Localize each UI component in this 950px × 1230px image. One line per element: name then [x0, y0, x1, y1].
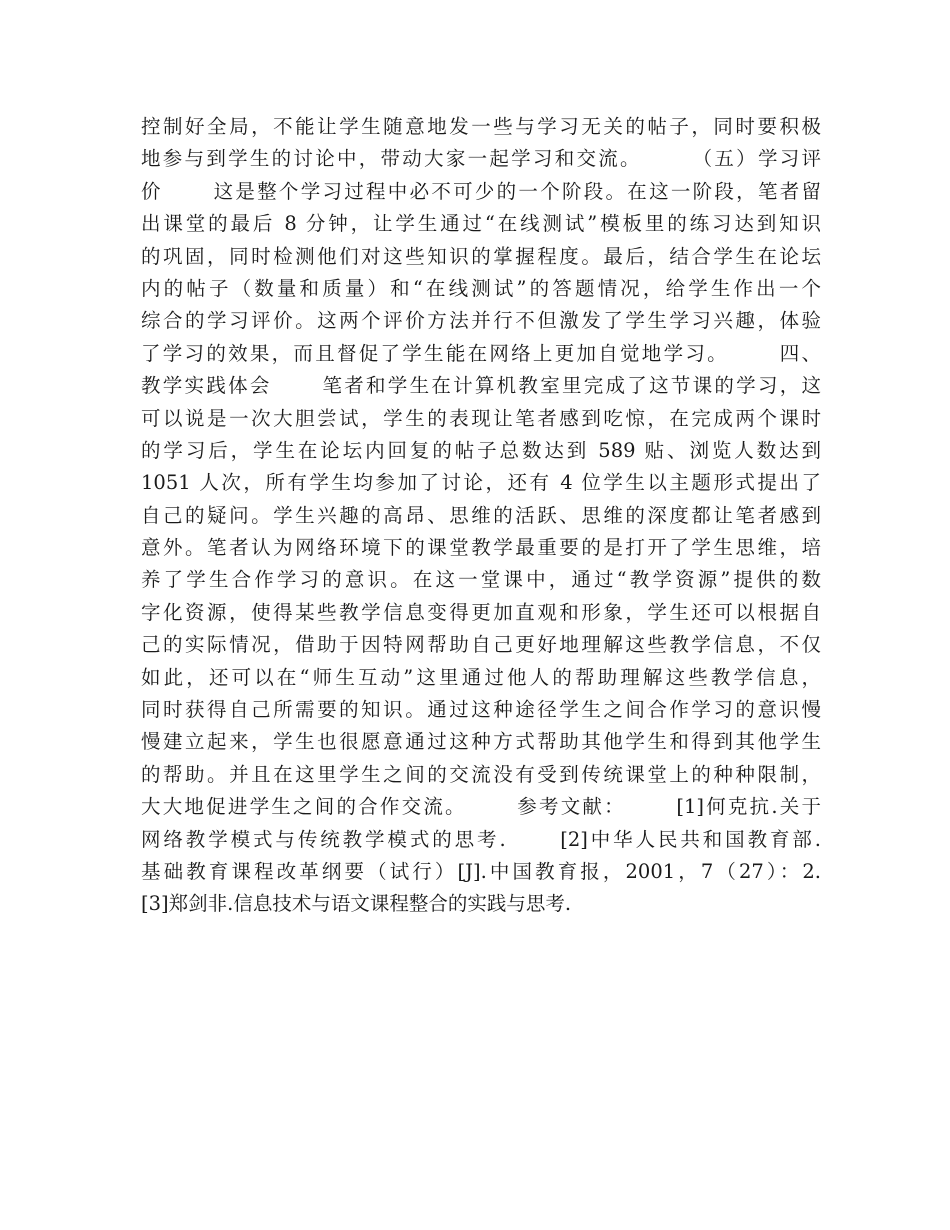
text-line: 内的帖子（数量和质量）和“在线测试”的答题情况，给学生作出一个 — [141, 276, 821, 300]
text-line: 如此，还可以在“师生互动”这里通过他人的帮助理解这些教学信息， — [141, 665, 821, 689]
reference-line: [3]郑剑非.信息技术与语文课程整合的实践与思考. — [141, 892, 572, 916]
text-line: 了学习的效果，而且督促了学生能在网络上更加自觉地学习。 四、 — [141, 341, 821, 365]
text-line: 己的实际情况，借助于因特网帮助自己更好地理解这些教学信息，不仅 — [141, 633, 821, 657]
text-line: 同时获得自己所需要的知识。通过这种途径学生之间合作学习的意识慢 — [141, 698, 821, 722]
text-line: 控制好全局，不能让学生随意地发一些与学习无关的帖子，同时要积极 — [141, 115, 821, 138]
reference-line: 基础教育课程改革纲要（试行）[J].中国教育报，2001，7（27）：2. — [141, 859, 821, 883]
text-line: 地参与到学生的讨论中，带动大家一起学习和交流。 （五）学习评 — [141, 147, 821, 171]
text-line: 字化资源，使得某些教学信息变得更加直观和形象，学生还可以根据自 — [141, 600, 821, 624]
text-line: 价 这是整个学习过程中必不可少的一个阶段。在这一阶段，笔者留 — [141, 179, 821, 203]
text-line: 慢建立起来，学生也很愿意通过这种方式帮助其他学生和得到其他学生 — [141, 730, 821, 754]
text-line: 综合的学习评价。这两个评价方法并行不但激发了学生学习兴趣，体验 — [141, 309, 821, 333]
text-line: 养了学生合作学习的意识。在这一堂课中，通过“教学资源”提供的数 — [141, 568, 821, 592]
text-line: 的帮助。并且在这里学生之间的交流没有受到传统课堂上的种种限制， — [141, 762, 821, 786]
body-text — [141, 111, 821, 921]
text-line: 大大地促进学生之间的合作交流。 参考文献： [1]何克抗.关于 — [141, 795, 821, 819]
text-line: 的学习后，学生在论坛内回复的帖子总数达到 589 贴、浏览人数达到 — [141, 438, 821, 462]
text-line: 教学实践体会 笔者和学生在计算机教室里完成了这节课的学习，这 — [141, 374, 821, 398]
text-line: 1051 人次，所有学生均参加了讨论，还有 4 位学生以主题形式提出了 — [141, 471, 821, 495]
text-line: 自己的疑问。学生兴趣的高昂、思维的活跃、思维的深度都让笔者感到 — [141, 503, 821, 527]
text-line: 的巩固，同时检测他们对这些知识的掌握程度。最后，结合学生在论坛 — [141, 244, 821, 268]
reference-line: 网络教学模式与传统教学模式的思考. [2]中华人民共和国教育部. — [141, 827, 821, 851]
text-line: 可以说是一次大胆尝试，学生的表现让笔者感到吃惊，在完成两个课时 — [141, 406, 821, 430]
text-line: 意外。笔者认为网络环境下的课堂教学最重要的是打开了学生思维，培 — [141, 536, 821, 560]
text-line: 出课堂的最后 8 分钟，让学生通过“在线测试”模板里的练习达到知识 — [141, 212, 821, 236]
